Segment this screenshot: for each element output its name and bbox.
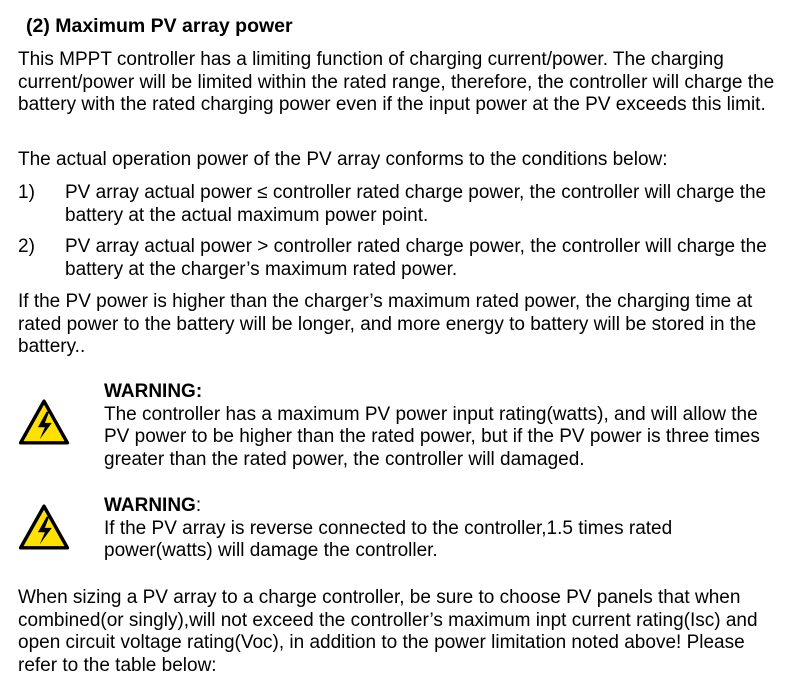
section-title: (2) Maximum PV array power — [26, 15, 293, 37]
condition-number: 1) — [18, 182, 35, 203]
warning-body — [104, 381, 784, 471]
conditions-intro: The actual operation power of the PV array conforms to the conditions below: — [18, 149, 668, 170]
high-voltage-warning-icon — [18, 398, 70, 446]
higher-power-note: If the PV power is higher than the charger’s maximum rated power, the charging time at rated power to the battery will be longer, and more energy to battery will be stored in the battery.. — [18, 291, 757, 357]
warning-title: WARNING — [104, 495, 196, 516]
condition-text: PV array actual power ≤ controller rated charge power, the controller will charge the battery at the actual maximum power point. — [65, 182, 767, 226]
intro-paragraph: This MPPT controller has a limiting function of charging current/power. The charging current/power will be limited within the rated range, therefore, the controller will charge the battery with the rated charging power even if the input power at the PV exceeds this limit. — [18, 49, 775, 115]
condition-text: PV array actual power > controller rated charge power, the controller will charge the battery at the charger’s maximum rated power. — [65, 236, 767, 280]
condition-number: 2) — [18, 236, 35, 257]
warning-text: The controller has a maximum PV power input rating(watts), and will allow the PV power to be higher than the rated power, but if the PV power is three times greater than the rated power, the controller will damaged. — [104, 403, 760, 470]
warning-title-suffix: : — [195, 495, 202, 516]
warning-title: WARNING: — [104, 381, 203, 402]
warning-text: If the PV array is reverse connected to the controller,1.5 times rated power(watts) will damage the controller. — [104, 517, 673, 561]
warning-body — [104, 495, 784, 563]
warning-title-line — [104, 495, 784, 518]
high-voltage-warning-icon — [18, 503, 70, 551]
sizing-note: When sizing a PV array to a charge controller, be sure to choose PV panels that when combined(or singly),will not exceed the controller’s maximum inpt current rating(Isc) and open circuit voltage rating(Voc), in addition to the power limitation noted above! Please refer to the table below: — [18, 587, 758, 676]
